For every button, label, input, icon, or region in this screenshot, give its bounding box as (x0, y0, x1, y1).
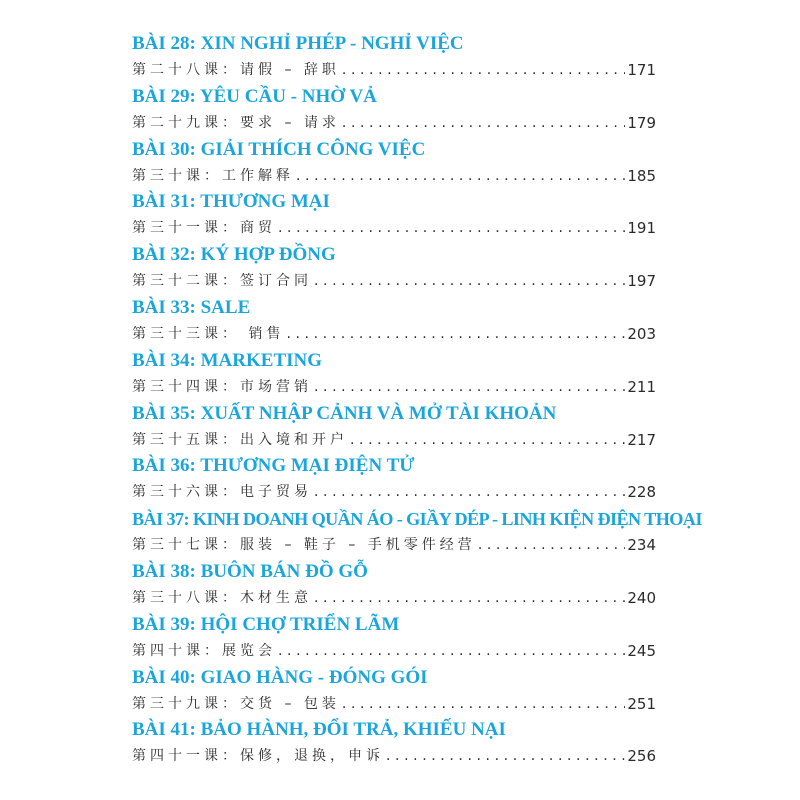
dot-leader (314, 482, 625, 502)
lesson-chinese-title: 第四十一课：保修，退换，申诉 (132, 748, 384, 765)
table-of-contents (132, 30, 702, 769)
page-number: 240 (627, 588, 656, 607)
lesson-chinese-title: 第二十九课：要求 – 请求 (132, 114, 340, 131)
page-number: 185 (627, 166, 656, 185)
dot-leader (478, 535, 626, 555)
page-number: 171 (627, 61, 656, 79)
page-number: 245 (627, 641, 656, 660)
lesson-line (132, 322, 656, 344)
toc-entry-32 (132, 241, 656, 294)
dot-leader (342, 113, 625, 133)
page-number: 197 (627, 272, 656, 291)
toc-entry-33 (132, 294, 656, 347)
dot-leader (286, 324, 625, 344)
lesson-line (132, 111, 656, 133)
lesson-line (132, 586, 656, 608)
page-number: 191 (627, 219, 656, 238)
lesson-title: BÀI 40: GIAO HÀNG - ĐÓNG GÓI (132, 666, 428, 688)
lesson-line (132, 375, 656, 397)
lesson-title: BÀI 36: THƯƠNG MẠI ĐIỆN TỬ (132, 455, 415, 477)
toc-entry-35 (132, 400, 656, 453)
lesson-chinese-title: 第三十三课： 销售 (132, 325, 285, 342)
lesson-line (132, 164, 656, 186)
lesson-chinese-title: 第三十一课：商贸 (132, 220, 276, 237)
lesson-chinese-title: 第四十课：展览会 (132, 642, 276, 659)
toc-entry-28 (132, 30, 656, 83)
dot-leader (314, 377, 625, 397)
dot-leader (278, 641, 625, 661)
lesson-line (132, 269, 656, 291)
lesson-chinese-title: 第三十课：工作解释 (132, 167, 294, 184)
toc-entry-36 (132, 452, 656, 505)
toc-entry-41 (132, 716, 656, 769)
lesson-chinese-title: 第二十八课：请假 – 辞职 (132, 62, 340, 78)
toc-entry-37 (132, 505, 702, 558)
lesson-chinese-title: 第三十七课：服装 – 鞋子 – 手机零件经营 (132, 537, 476, 554)
toc-entry-38 (132, 558, 656, 611)
toc-entry-30 (132, 136, 656, 189)
lesson-title: BÀI 37: KINH DOANH QUẦN ÁO - GIẦY DÉP - LINH KIỆN ĐIỆN THOẠI (132, 509, 702, 530)
lesson-title: BÀI 31: THƯƠNG MẠI (132, 191, 330, 213)
lesson-title: BÀI 41: BẢO HÀNH, ĐỔI TRẢ, KHIẾU NẠI (132, 719, 506, 741)
lesson-line (132, 58, 656, 80)
lesson-title: BÀI 29: YÊU CẦU - NHỜ VẢ (132, 85, 377, 107)
lesson-title: BÀI 33: SALE (132, 296, 251, 318)
lesson-title: BÀI 39: HỘI CHỢ TRIỂN LÃM (132, 613, 400, 635)
lesson-title: BÀI 34: MARKETING (132, 349, 323, 371)
page-number: 203 (627, 324, 656, 343)
page-number: 234 (627, 536, 656, 555)
lesson-title: BÀI 28: XIN NGHỈ PHÉP - NGHỈ VIỆC (132, 33, 464, 54)
lesson-chinese-title: 第三十五课：出入境和开户 (132, 431, 348, 448)
dot-leader (314, 271, 625, 291)
lesson-title: BÀI 35: XUẤT NHẬP CẢNH VÀ MỞ TÀI KHOẢN (132, 402, 557, 424)
page-number: 251 (627, 694, 656, 713)
page-number: 211 (627, 377, 656, 396)
dot-leader (278, 218, 625, 238)
lesson-line (132, 428, 656, 450)
lesson-chinese-title: 第三十九课：交货 – 包装 (132, 695, 340, 712)
dot-leader (296, 166, 625, 186)
page-number: 228 (627, 483, 656, 502)
toc-entry-34 (132, 347, 656, 400)
dot-leader (342, 694, 625, 714)
lesson-line (132, 744, 656, 766)
dot-leader (314, 588, 625, 608)
dot-leader (342, 60, 625, 80)
lesson-chinese-title: 第三十六课：电子贸易 (132, 484, 312, 501)
lesson-title: BÀI 38: BUÔN BÁN ĐỒ GỖ (132, 560, 368, 582)
toc-entry-40 (132, 664, 656, 717)
lesson-line (132, 480, 656, 502)
lesson-line (132, 692, 656, 714)
toc-entry-31 (132, 188, 656, 241)
lesson-chinese-title: 第三十八课：木材生意 (132, 589, 312, 606)
lesson-line (132, 639, 656, 661)
lesson-chinese-title: 第三十二课：签订合同 (132, 273, 312, 290)
page-number: 256 (627, 747, 656, 766)
lesson-title: BÀI 32: KÝ HỢP ĐỒNG (132, 244, 336, 266)
page-number: 179 (627, 113, 656, 132)
lesson-line (132, 533, 656, 555)
page-number: 217 (627, 430, 656, 449)
lesson-line (132, 216, 656, 238)
dot-leader (386, 746, 625, 766)
lesson-title: BÀI 30: GIẢI THÍCH CÔNG VIỆC (132, 138, 426, 160)
toc-entry-39 (132, 611, 656, 664)
toc-entry-29 (132, 83, 656, 136)
dot-leader (350, 430, 625, 450)
lesson-chinese-title: 第三十四课：市场营销 (132, 378, 312, 395)
